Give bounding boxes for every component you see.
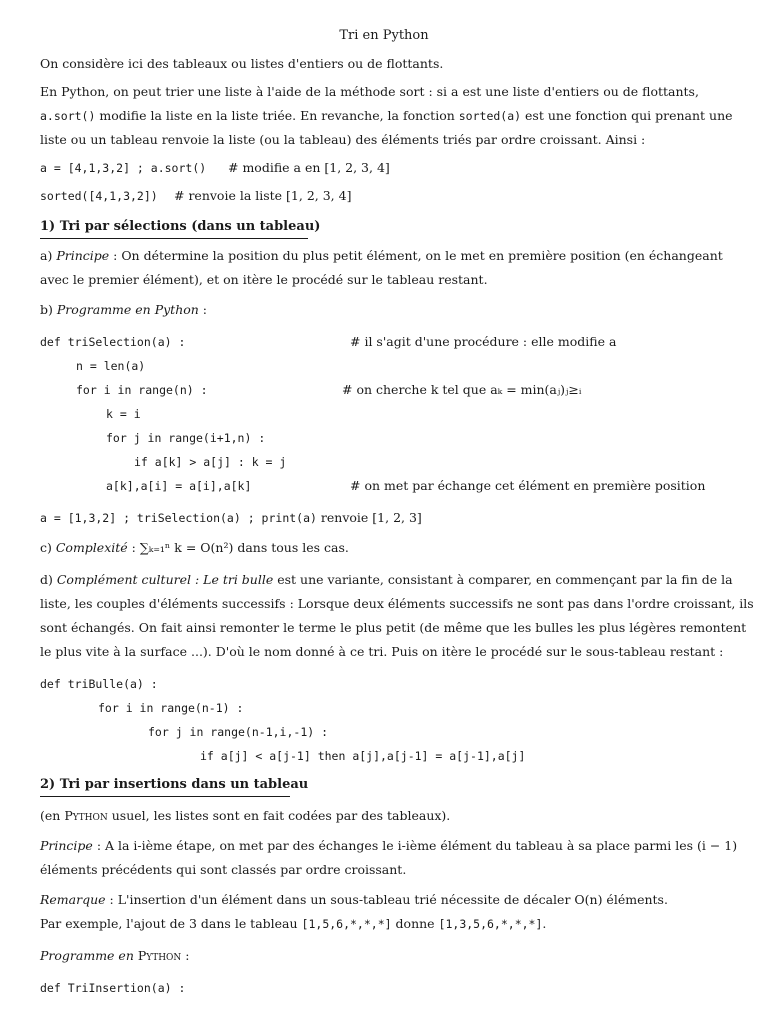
text-run: (en (40, 808, 65, 823)
text-run: usuel, les listes sont en fait codées par des tableaux). (107, 808, 451, 823)
code-line: def triSelection(a) : (40, 335, 186, 349)
section-1-underline (40, 238, 308, 239)
section-2-underline (40, 796, 290, 797)
text-run: est une variante, consistant à comparer, en commençant par la fin de la (273, 572, 733, 587)
principe-line-2: avec le premier élément), et on itère le procédé sur le tableau restant. (40, 272, 488, 287)
code-inline: [1,5,6,*,*,*] (301, 917, 392, 931)
principe-line-1 (40, 248, 723, 264)
label-italic: Principe (40, 838, 93, 853)
call-example (40, 510, 422, 526)
intro-paragraph-2-line-2 (40, 108, 733, 124)
text-run: renvoie [1, 2, 3] (316, 510, 422, 525)
code-line: n = len(a) (76, 359, 146, 373)
principe2-line-1 (40, 838, 737, 854)
intro-paragraph-2-line-3: liste ou un tableau renvoie la liste (ou la tableau) des éléments triés par ordre croissant. Ainsi : (40, 132, 646, 147)
text-run: est une fonction qui prenant une (521, 108, 733, 123)
programme2-label (40, 948, 190, 964)
complexite-line (40, 540, 349, 556)
code-line: a[k],a[i] = a[i],a[k] (106, 479, 252, 493)
code-comment: # il s'agit d'une procédure : elle modifie a (350, 334, 617, 349)
intro-paragraph-1: On considère ici des tableaux ou listes d'entiers ou de flottants. (40, 56, 444, 71)
culture-line-3: sont échangés. On fait ainsi remonter le terme le plus petit (de même que les bulles les plus légères remontent (40, 620, 747, 635)
remarque-line-1 (40, 892, 668, 908)
text-run: donne (391, 916, 439, 931)
text-run: : On détermine la position du plus petit élément, on le met en première position (en échangeant (109, 248, 723, 263)
text-run: : L'insertion d'un élément dans un sous-tableau trié nécessite de décaler O(n) éléments. (105, 892, 668, 907)
text-run: : (198, 302, 208, 317)
code-line: k = i (106, 407, 141, 421)
example-comment-2: # renvoie la liste [1, 2, 3, 4] (174, 188, 352, 203)
label-italic: Programme en Python (56, 302, 199, 317)
label-italic: Complexité (55, 540, 128, 555)
principe2-line-2: éléments précédents qui sont classés par ordre croissant. (40, 862, 407, 877)
text-run: Par exemple, l'ajout de 3 dans le tableau (40, 916, 302, 931)
code-inline: a = [1,3,2] ; triSelection(a) ; print(a) (40, 511, 317, 525)
section-2-heading: 2) Tri par insertions dans un tableau (40, 777, 309, 792)
example-code-1: a = [4,1,3,2] ; a.sort() (40, 161, 207, 175)
text-run: : A la i-ième étape, on met par des échanges le i-ième élément du tableau à sa place parmi les (i − 1) (92, 838, 738, 853)
label-italic: Principe (56, 248, 110, 263)
culture-line-2: liste, les couples d'éléments successifs : Lorsque deux éléments successifs ne sont pas dans l'ordre croissant, ils (40, 596, 754, 611)
label-italic: Programme en (40, 948, 138, 963)
smallcaps-run: Python (137, 948, 182, 963)
remarque-line-2 (40, 916, 546, 932)
python-note (40, 808, 450, 824)
label-italic: Complément culturel (56, 572, 191, 587)
example-code-2: sorted([4,1,3,2]) (40, 189, 158, 203)
text-run: : ∑ₖ₌₁ⁿ k = O(n²) dans tous les cas. (127, 540, 349, 555)
bulle-code-line: if a[j] < a[j-1] then a[j],a[j-1] = a[j-1],a[j] (200, 749, 526, 763)
label: b) (40, 302, 57, 317)
code-inline: a.sort() (40, 109, 96, 123)
code-comment: # on met par échange cet élément en première position (350, 478, 706, 493)
text-run: . (542, 916, 547, 931)
label: d) (40, 572, 57, 587)
bulle-code-line: def triBulle(a) : (40, 677, 158, 691)
smallcaps-run: Python (64, 808, 108, 823)
code-line: for j in range(i+1,n) : (106, 431, 266, 445)
code-inline: [1,3,5,6,*,*,*] (438, 917, 543, 931)
code-comment: # on cherche k tel que aₖ = min(aⱼ)ⱼ≥ᵢ (342, 382, 582, 397)
label-italic: Remarque (40, 892, 106, 907)
intro-paragraph-2-line-1: En Python, on peut trier une liste à l'aide de la méthode sort : si a est une liste d'entiers ou de flottants, (40, 84, 699, 99)
code-inline: sorted(a) (458, 109, 522, 123)
code-line: if a[k] > a[j] : k = j (134, 455, 287, 469)
label-italic: : Le tri bulle (191, 572, 274, 587)
culture-line-1 (40, 572, 733, 588)
programme-label (40, 302, 207, 318)
code-line: def TriInsertion(a) : (40, 981, 186, 995)
text-run: : (181, 948, 190, 963)
label: a) (40, 248, 57, 263)
code-line: for i in range(n) : (76, 383, 208, 397)
text-run: modifie la liste en la liste triée. En revanche, la fonction (95, 108, 459, 123)
label: c) (40, 540, 56, 555)
example-comment-1: # modifie a en [1, 2, 3, 4] (228, 160, 390, 175)
page-title: Tri en Python (339, 28, 429, 43)
culture-line-4: le plus vite à la surface ...). D'où le nom donné à ce tri. Puis on itère le procédé sur le sous-tableau restant : (40, 644, 724, 659)
bulle-code-line: for i in range(n-1) : (98, 701, 244, 715)
bulle-code-line: for j in range(n-1,i,-1) : (148, 725, 329, 739)
section-1-heading: 1) Tri par sélections (dans un tableau) (40, 219, 321, 234)
